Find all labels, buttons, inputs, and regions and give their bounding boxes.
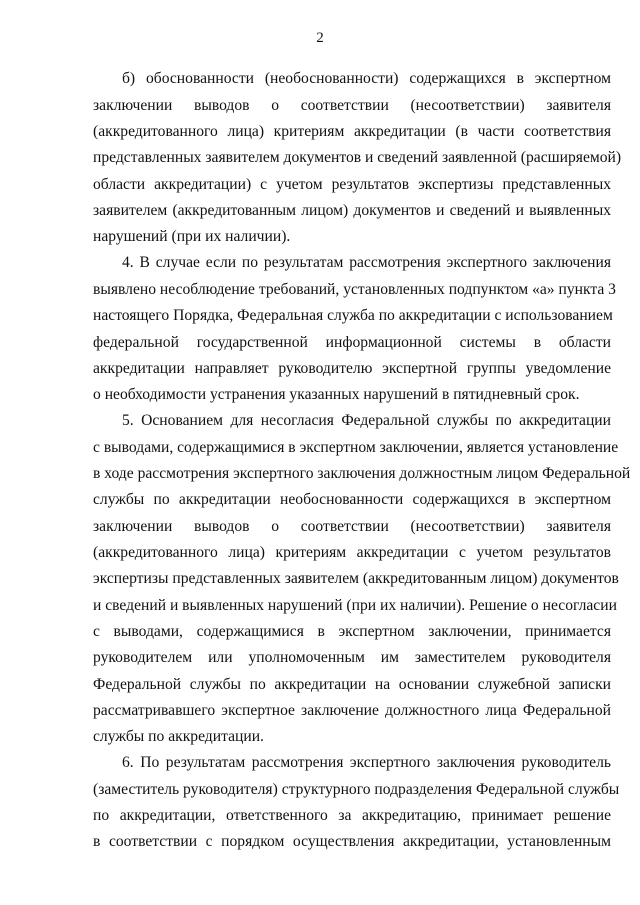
paragraph-b-line-5: области аккредитации) с учетом результатов экспертизы представленных — [93, 176, 611, 193]
paragraph-5-line-3: в ходе рассмотрения экспертного заключения должностным лицом Федеральной — [93, 465, 631, 482]
paragraph-4-line-6: о необходимости устранения указанных нарушений в пятидневный срок. — [93, 386, 580, 403]
paragraph-5-line-5: заключении выводов о соответствии (несоответствии) заявителя — [93, 518, 611, 535]
paragraph-5-line-10: руководителем или уполномоченным им заместителем руководителя — [93, 649, 611, 666]
paragraph-4-line-3: настоящего Порядка, Федеральная служба по аккредитации с использованием — [93, 307, 613, 324]
paragraph-5-line-2: с выводами, содержащимися в экспертном заключении, является установление — [93, 439, 619, 456]
page-number: 2 — [316, 30, 324, 46]
paragraph-6-line-2: (заместитель руководителя) структурного подразделения Федеральной службы — [93, 781, 620, 798]
paragraph-b-line-6: заявителем (аккредитованным лицом) документов и сведений и выявленных — [93, 202, 611, 219]
paragraph-4-line-5: аккредитации направляет руководителю экспертной группы уведомление — [93, 360, 611, 377]
paragraph-b-line-2: заключении выводов о соответствии (несоответствии) заявителя — [93, 97, 611, 114]
paragraph-4-line-4: федеральной государственной информационной системы в области — [93, 334, 611, 351]
paragraph-5-line-1: 5. Основанием для несогласия Федеральной службы по аккредитации — [122, 412, 611, 429]
paragraph-5-line-8: и сведений и выявленных нарушений (при их наличии). Решение о несогласии — [93, 597, 617, 614]
paragraph-5-line-12: рассматривавшего экспертное заключение должностного лица Федеральной — [93, 702, 611, 719]
paragraph-4-line-2: выявлено несоблюдение требований, установленных подпунктом «а» пункта 3 — [93, 281, 616, 298]
paragraph-b-line-7: нарушений (при их наличии). — [93, 228, 291, 245]
paragraph-b-line-4: представленных заявителем документов и сведений заявленной (расширяемой) — [93, 149, 622, 166]
paragraph-5-line-13: службы по аккредитации. — [93, 728, 264, 745]
paragraph-5-line-4: службы по аккредитации необоснованности содержащихся в экспертном — [93, 491, 611, 508]
paragraph-5-line-6: (аккредитованного лица) критериям аккредитации с учетом результатов — [93, 544, 611, 561]
paragraph-6-line-3: по аккредитации, ответственного за аккредитацию, принимает решение — [93, 807, 611, 824]
paragraph-6-line-1: 6. По результатам рассмотрения экспертного заключения руководитель — [122, 754, 611, 771]
paragraph-b-line-3: (аккредитованного лица) критериям аккредитации (в части соответствия — [93, 123, 611, 140]
paragraph-5-line-9: с выводами, содержащимися в экспертном заключении, принимается — [93, 623, 611, 640]
paragraph-5-line-11: Федеральной службы по аккредитации на основании служебной записки — [93, 676, 611, 693]
paragraph-4-line-1: 4. В случае если по результатам рассмотрения экспертного заключения — [122, 254, 611, 271]
paragraph-6-line-4: в соответствии с порядком осуществления аккредитации, установленным — [93, 833, 611, 850]
paragraph-b-line-1: б) обоснованности (необоснованности) содержащихся в экспертном — [122, 70, 611, 87]
paragraph-5-line-7: экспертизы представленных заявителем (аккредитованным лицом) документов — [93, 570, 619, 587]
